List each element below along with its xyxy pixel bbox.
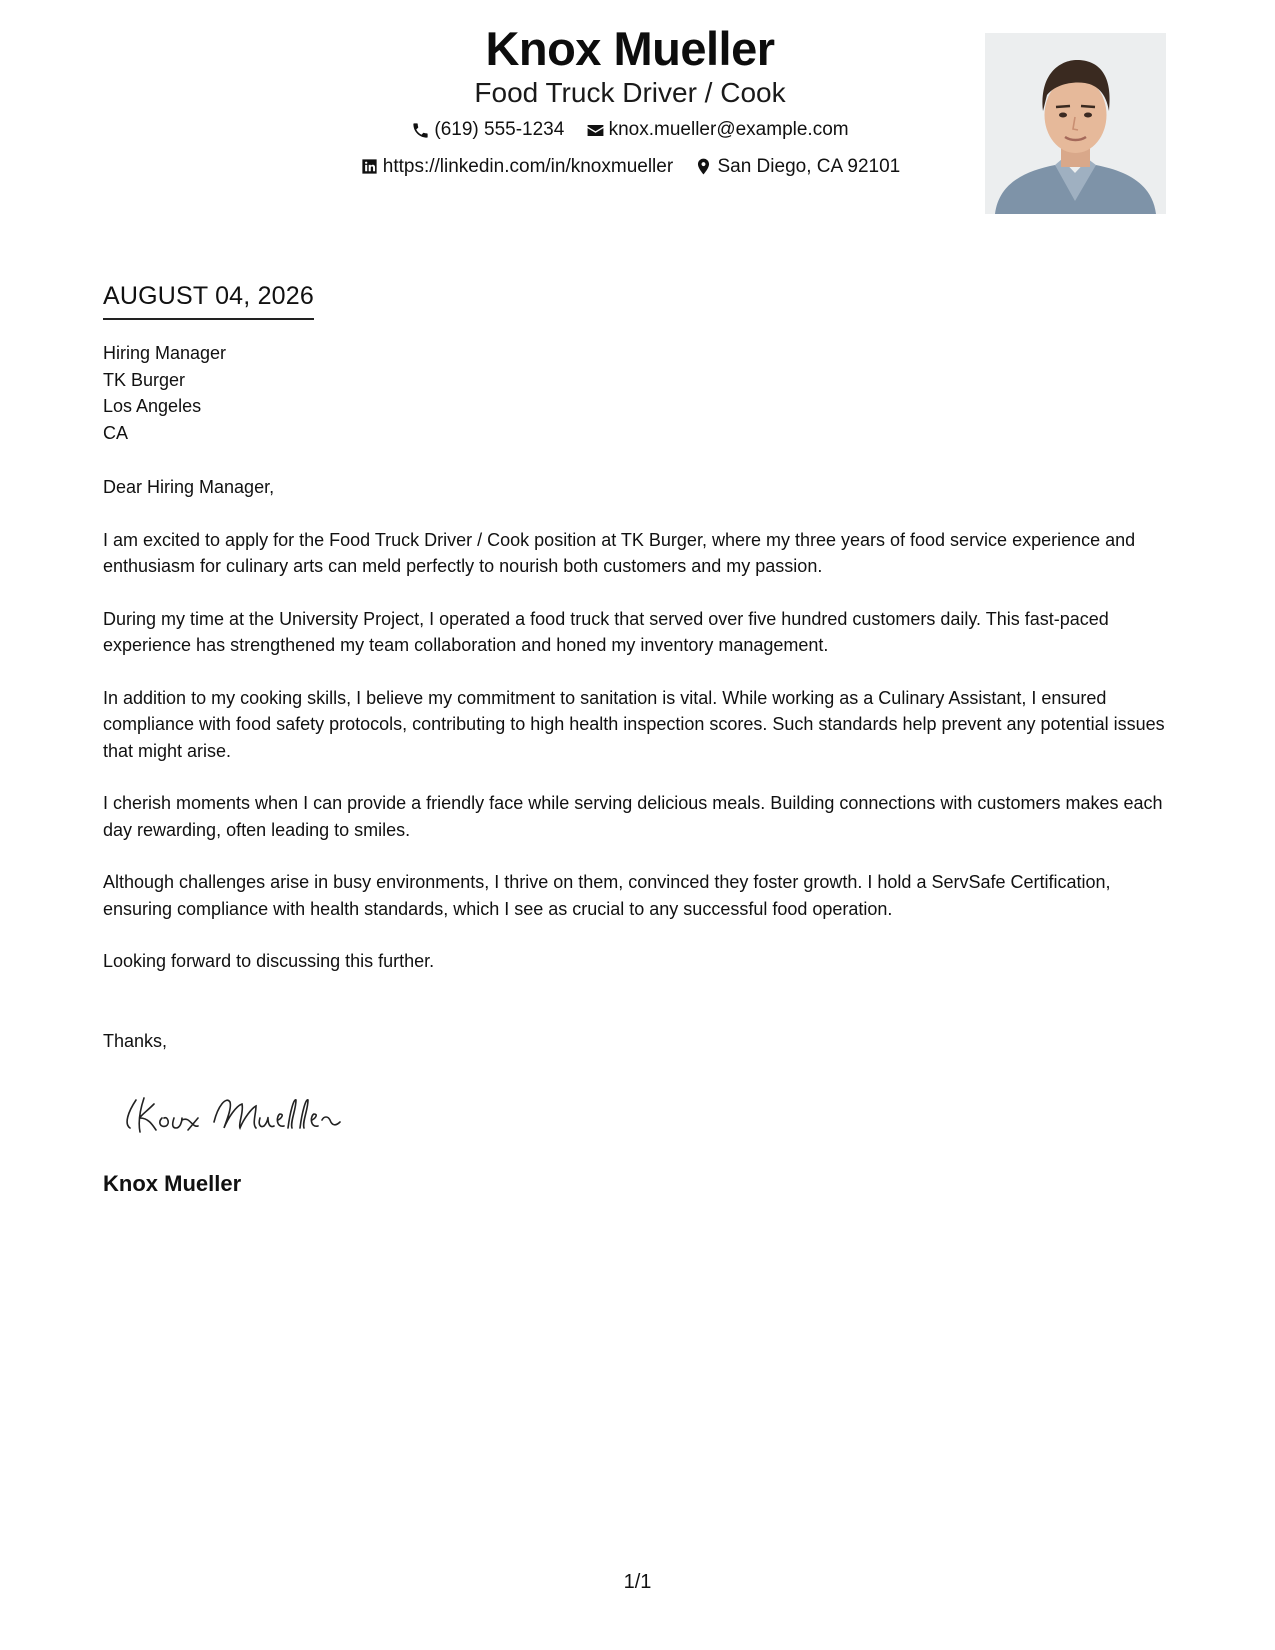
body-paragraph: During my time at the University Project, I operated a food truck that served over five hundred customers daily. This fast-paced experience has strengthened my team collaboration and honed my inventory management. — [103, 608, 1109, 655]
map-marker-icon — [694, 157, 713, 176]
recipient-line: CA — [103, 422, 129, 443]
envelope-icon — [586, 121, 605, 140]
location-text: San Diego, CA 92101 — [717, 155, 901, 177]
page-number: 1/1 — [623, 1571, 652, 1593]
profile-photo-illustration — [985, 33, 1166, 214]
phone-icon — [411, 121, 430, 140]
contact-email[interactable] — [586, 118, 849, 142]
applicant-name: Knox Mueller — [485, 22, 775, 75]
contact-location — [694, 155, 900, 179]
header-info — [330, 22, 930, 183]
recipient-block — [103, 340, 226, 446]
profile-photo — [985, 33, 1166, 214]
email-address[interactable]: knox.mueller@example.com — [608, 119, 849, 140]
linkedin-url[interactable]: https://linkedin.com/in/knoxmueller — [382, 155, 674, 177]
letter-date-wrapper — [103, 280, 314, 320]
phone-number: (619) 555-1234 — [434, 119, 565, 140]
letter-body — [103, 474, 1178, 1001]
body-paragraph: Although challenges arise in busy environments, I thrive on them, convinced they foster growth. I hold a ServSafe Certification, ensuring compliance with health standards, which I see as crucial to any successful food operation. — [103, 872, 1111, 919]
contact-phone — [411, 118, 564, 142]
contact-line-2 — [330, 155, 930, 184]
body-paragraph: I cherish moments when I can provide a friendly face while serving delicious meals. Building connections with customers makes each day rewarding, often leading to smiles. — [103, 793, 1163, 840]
contact-line-1 — [330, 118, 930, 147]
recipient-line: TK Burger — [103, 369, 186, 390]
signer-name: Knox Mueller — [103, 1171, 242, 1196]
body-paragraph: I am excited to apply for the Food Truck Driver / Cook position at TK Burger, where my three years of food service experience and enthusiasm for culinary arts can meld perfectly to nourish both customers and my passion. — [103, 529, 1136, 576]
handwritten-signature — [118, 1082, 348, 1142]
recipient-line: Los Angeles — [103, 396, 202, 416]
linkedin-icon — [360, 157, 379, 176]
body-paragraph: In addition to my cooking skills, I believe my commitment to sanitation is vital. While working as a Culinary Assistant, I ensured compliance with food safety protocols, contributing to high health inspection scores. Such standards help prevent any potential issues that might arise. — [103, 687, 1165, 761]
letter-header — [0, 0, 1275, 230]
salutation: Dear Hiring Manager, — [103, 477, 275, 497]
letter-date: AUGUST 04, 2026 — [103, 280, 314, 320]
recipient-line: Hiring Manager — [103, 343, 227, 363]
body-paragraph: Looking forward to discussing this further. — [103, 951, 435, 971]
job-title: Food Truck Driver / Cook — [474, 77, 786, 108]
contact-linkedin[interactable] — [360, 155, 673, 179]
closing: Thanks, — [103, 1031, 168, 1051]
